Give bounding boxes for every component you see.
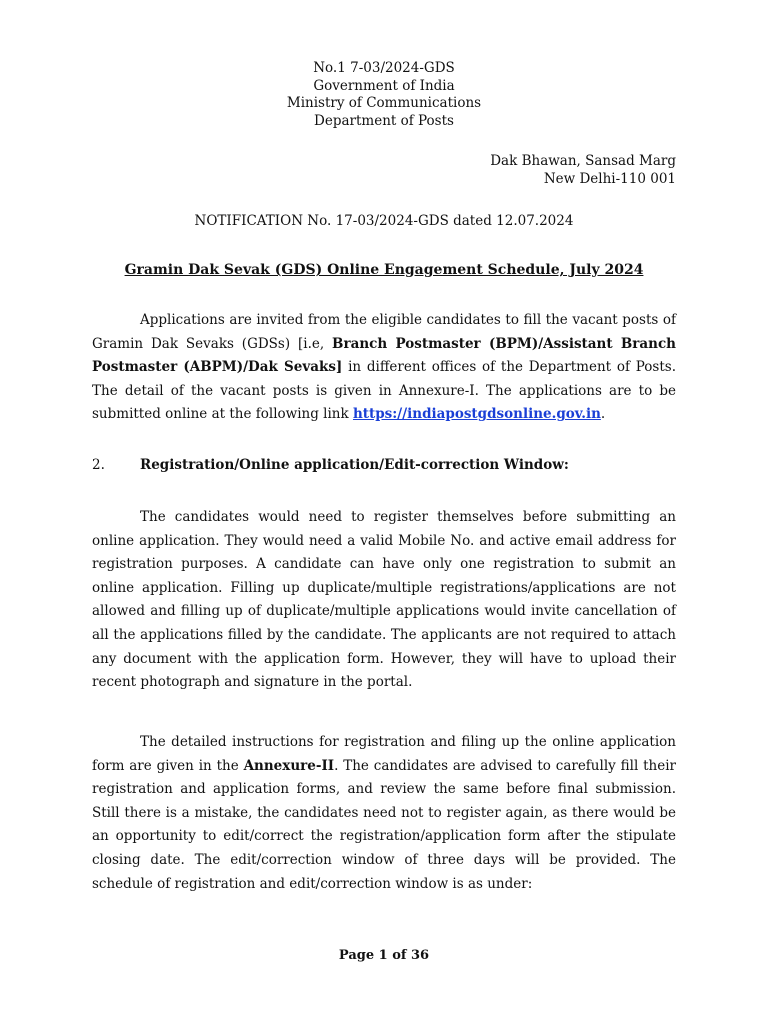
address-block [490,152,676,188]
paragraph-text: . The candidates are advised to carefully fill their registration and application forms, and review the same before final submission. Still there is a mistake, the candidates need not to register again, as there would be an opportunity to edit/correct the registration/application form after the stipulate closing date. The edit/correction window of three days will be provided. The schedule of registration and edit/correction window is as under: [92,757,677,892]
letterhead [0,60,768,130]
paragraph-text: in different offices of the Department of Posts. The detail of the vacant posts is given in Annexure-I. The applications are to be submitted online at the following link [92,359,676,423]
paragraph-text: . [600,406,606,423]
ministry-name: Ministry of Communications [286,95,482,111]
paragraph-registration: The candidates would need to register themselves before submitting an online application. They would need a valid Mobile No. and active email address for registration purposes. A candidate can have only one registration to submit an online application. Filling up duplicate/multiple registrations/applications are not allowed and filling up of duplicate/multiple applications would invite cancellation of all the applications filled by the candidate. The applicants are not required to attach any document with the application form. However, they will have to upload their recent photograph and signature in the portal. [92,509,676,691]
paragraph-text: Applications are invited from the eligible candidates to fill the vacant posts of Gramin Dak Sevaks (GDSs) [i.e, [92,312,676,352]
address-line-2: New Delhi-110 001 [543,171,676,187]
address-line-1: Dak Bhawan, Sansad Marg [490,153,676,169]
document-title: Gramin Dak Sevak (GDS) Online Engagement Schedule, July 2024 [124,262,644,278]
page-number: Page 1 of 36 [338,948,430,963]
department-name: Department of Posts [314,112,454,129]
section-title: Registration/Online application/Edit-correction Window: [140,457,569,473]
application-portal-link[interactable]: https://indiapostgdsonline.gov.in [352,406,601,423]
section-heading [92,455,676,475]
paragraph-introduction [92,309,676,427]
paragraph-text: The detailed instructions for registration and filing up the online application form are given in the [92,734,676,774]
paragraph-instructions [92,731,676,896]
paragraph-bold-text: Annexure-II [243,757,335,774]
section-number: 2. [92,457,105,473]
file-number: No.1 7-03/2024-GDS [313,60,455,76]
notification-number: NOTIFICATION No. 17-03/2024-GDS dated 12.07.2024 [194,213,574,229]
government-name: Government of India [313,77,455,94]
paragraph-bold-text: Branch Postmaster (BPM)/Assistant Branch Postmaster (ABPM)/Dak Sevaks] [92,335,676,376]
